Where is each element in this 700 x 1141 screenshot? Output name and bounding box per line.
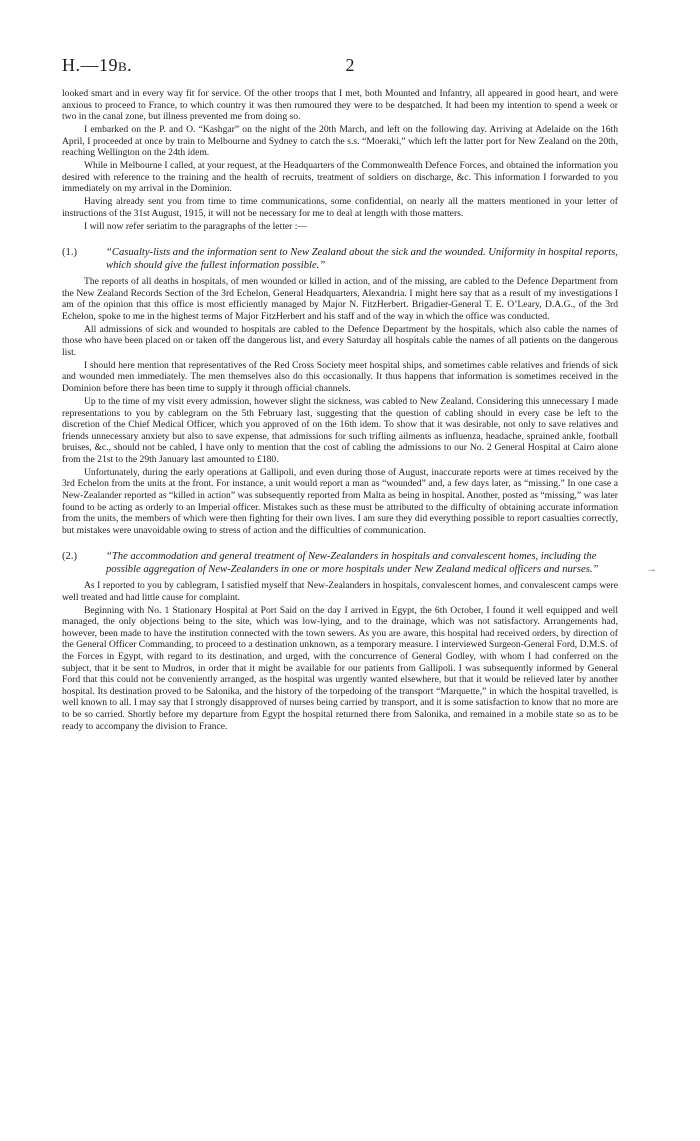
paragraph: I will now refer seriatim to the paragraphs of the letter :— <box>84 220 307 232</box>
page-header <box>62 55 638 79</box>
paragraph: Beginning with No. 1 Stationary Hospital at Port Said on the day I arrived in Egypt, the 6th October, I found it well equipped and well managed, the only objections being to the site, which was low-lying, and to the drainage, which was not satisfactory. Arrangements had, however, been made to have the institution connected with the town sewers. As you are aware, this hospital had received orders, by direction of the General Officer Commanding, to proceed to a destination unknown, as a temporary measure. I interviewed Surgeon-General Ford, D.M.S. of the Forces in Egypt, with regard to its destination, and urged, with the concurrence of General Godley, with whom I had conferred on the subject, that it be sent to Mudros, in order that it might be available for our patients from Gallipoli. I was subsequently informed by General Ford that this could not be conveniently arranged, as the hospital was urgently wanted elsewhere, but that it would be relieved later by another hospital. Its destination proved to be Salonika, and the history of the torpedoing of the transport “Marquette,” in which the hospital travelled, is well known to all. I may say that I strongly disapproved of nurses being carried by transport, and it is some satisfaction to know that no more are to be so carried. Shortly before my departure from Egypt the hospital returned there from Salonika, and remained in a mobile state so as to be ready to accompany the division to France. <box>62 604 618 732</box>
margin-mark: → <box>646 563 657 575</box>
paragraph: Unfortunately, during the early operations at Gallipoli, and even during those of August, inaccurate reports were at times received by the 3rd Echelon from the units at the front. For instance, a unit would report a man as “wounded” and, a few days later, as “missing.” In one case a New-Zealander reported as “killed in action” was subsequently reported from Malta as being in hospital. Another, posted as “missing,” was later found to be acting as orderly to an Imperial officer. Mistakes such as these must be attributed to the difficulty of obtaining accurate information from the units, the members of which were then fighting for their own lives. I am sure they did everything possible to report casualties correctly, but mistakes were unavoidable owing to stress of action and the difficulties of communication. <box>62 466 618 536</box>
section-number: (1.) <box>62 247 78 259</box>
section-heading-2 <box>62 551 618 576</box>
paragraph: Up to the time of my visit every admission, however slight the sickness, was cabled to New Zealand. Considering this unnecessary I made representations to you by cablegram on the 5th February last, suggesting that the question of cabling should in every case be left to the discretion of the Chief Medical Officer, which you approved of on the 16th idem. To show that it was desirable, not only to save relatives and friends unnecessary anxiety but also to save expense, that admissions for such trifling ailments as influenza, headache, sprained ankle, football bruises, &c., should not be cabled, I have only to mention that the cost of cabling the admissions to our No. 2 General Hospital at Cairo alone from the 21st to the 29th January last amounted to £180. <box>62 395 618 465</box>
page-body <box>62 88 618 734</box>
page-number: 2 <box>345 55 355 75</box>
paragraph: All admissions of sick and wounded to hospitals are cabled to the Defence Department by the hospitals, which also cable the names of those who have been placed on or taken off the dangerous list, and every Saturday all hospitals cable the names of all patients on the dangerous list. <box>62 323 618 358</box>
paragraph: looked smart and in every way fit for service. Of the other troops that I met, both Mounted and Infantry, all appeared in good heart, and were anxious to proceed to France, to which country it was then rumoured they were to be despatched. It had been my intention to spend a week or two in the canal zone, but illness prevented me from doing so. <box>62 88 618 123</box>
paragraph: As I reported to you by cablegram, I satisfied myself that New-Zealanders in hospitals, convalescent homes, and convalescent camps were well treated and had little cause for complaint. <box>62 580 618 603</box>
paragraph: Having already sent you from time to time communications, some confidential, on nearly all the matters mentioned in your letter of instructions of the 31st August, 1915, it will not be necessary for me to deal at length with those matters. <box>62 196 618 219</box>
reference-code: H.—19 <box>62 55 118 75</box>
paragraph: The reports of all deaths in hospitals, of men wounded or killed in action, and of the missing, are cabled to the Defence Department from the New Zealand Records Section of the 3rd Echelon, General Headquarters, Alexandria. I might here say that as a result of my investigations I am of the opinion that this office is most efficiently managed by Major N. FitzHerbert. Brigadier-General T. E. O’Leary, D.A.G., of the 3rd Echelon, spoke to me in the highest terms of Major FitzHerbert and his staff and of the way in which the office was conducted. <box>62 276 618 322</box>
document-reference: H.—19B. <box>62 55 133 75</box>
paragraph: I should here mention that representatives of the Red Cross Society meet hospital ships, and sometimes cable relatives and friends of sick and wounded men immediately. The men themselves also do this occasionally. It thus happens that information is sometimes received in the Dominion before there has been time to supply it through official channels. <box>62 359 618 395</box>
section-number: (2.) <box>62 551 78 563</box>
reference-suffix: B <box>118 59 128 74</box>
paragraph: I embarked on the P. and O. “Kashgar” on the night of the 20th March, and left on the following day. Arriving at Adelaide on the 16th April, I proceeded at once by train to Melbourne and Sydney to catch the s.s. “Moeraki,” which left the latter port for New Zealand on the 20th, reaching Wellington on the 24th idem. <box>62 124 618 159</box>
section-title: “The accommodation and general treatment of New-Zealanders in hospitals and convalescent homes, including the possible aggregation of New-Zealanders in one or more hospitals under New Zealand medical officers and nurses.” <box>106 551 599 575</box>
paragraph: While in Melbourne I called, at your request, at the Headquarters of the Commonwealth Defence Forces, and obtained the information you desired with reference to the training and the health of recruits, treatment of soldiers on discharge, &c. This information I forwarded to you immediately on my arrival in the Dominion. <box>62 160 618 195</box>
section-heading-1 <box>62 247 618 272</box>
section-title: “Casualty-lists and the information sent to New Zealand about the sick and the wounded. Uniformity in hospital reports, which should give the fullest information possible.” <box>106 247 618 271</box>
